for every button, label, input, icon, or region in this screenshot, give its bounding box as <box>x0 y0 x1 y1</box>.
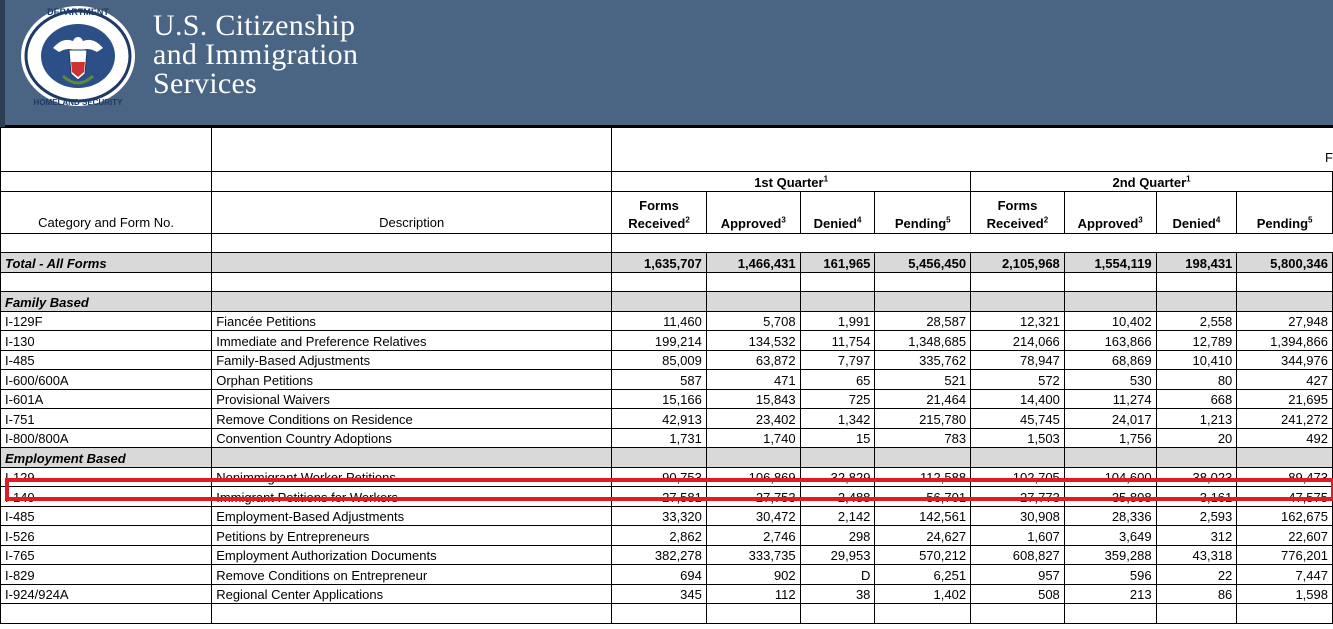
empty-cell <box>1 604 212 624</box>
empty-cell <box>971 448 1065 468</box>
value-cell: 63,872 <box>706 350 800 370</box>
banner-edge <box>0 0 5 127</box>
empty-cell <box>706 604 800 624</box>
value-cell: 28,336 <box>1064 506 1156 526</box>
agency-title-line: U.S. Citizenship <box>153 9 356 42</box>
value-cell: 6,251 <box>875 565 971 585</box>
value-cell: 335,762 <box>875 350 971 370</box>
value-cell: 214,066 <box>971 331 1065 351</box>
table-row <box>1 565 1333 585</box>
value-cell: 163,866 <box>1064 331 1156 351</box>
empty-cell <box>1237 272 1333 292</box>
form-number: I-829 <box>1 565 212 585</box>
empty-cell <box>875 292 971 312</box>
empty-cell <box>1 272 212 292</box>
empty-cell <box>706 448 800 468</box>
form-description: Employment-Based Adjustments <box>212 506 612 526</box>
table-row <box>1 331 1333 351</box>
form-number: I-800/800A <box>1 428 212 448</box>
value-cell: 85,009 <box>612 350 707 370</box>
value-cell: 10,410 <box>1156 350 1237 370</box>
value-cell: 492 <box>1237 428 1333 448</box>
table-row <box>1 389 1333 409</box>
value-cell: 45,745 <box>971 409 1065 429</box>
empty-cell <box>875 604 971 624</box>
value-cell: 15,843 <box>706 389 800 409</box>
form-number: I-924/924A <box>1 584 212 604</box>
form-number: I-485 <box>1 350 212 370</box>
value-cell: 2,593 <box>1156 506 1237 526</box>
total-value: 198,431 <box>1156 253 1237 273</box>
header-spacer <box>1 128 212 172</box>
value-cell: 725 <box>800 389 875 409</box>
value-cell: 1,731 <box>612 428 707 448</box>
total-value: 1,635,707 <box>612 253 707 273</box>
spacer-row <box>1 604 1333 624</box>
value-cell: 65 <box>800 370 875 390</box>
form-number: I-751 <box>1 409 212 429</box>
value-cell: 28,587 <box>875 311 971 331</box>
empty-cell <box>1064 448 1156 468</box>
empty-cell <box>800 448 875 468</box>
value-cell: 22,607 <box>1237 526 1333 546</box>
value-cell: 1,213 <box>1156 409 1237 429</box>
empty-cell <box>800 272 875 292</box>
total-value: 2,105,968 <box>971 253 1065 273</box>
svg-text:HOMELAND SECURITY: HOMELAND SECURITY <box>33 98 123 107</box>
value-cell: 530 <box>1064 370 1156 390</box>
empty-cell <box>1156 272 1237 292</box>
fiscal-year-header <box>612 128 1333 172</box>
table-row <box>1 467 1333 487</box>
empty-cell <box>612 292 707 312</box>
agency-title-line: and Immigration <box>153 38 359 71</box>
value-cell: 587 <box>612 370 707 390</box>
value-cell: 694 <box>612 565 707 585</box>
value-cell: 1,607 <box>971 526 1065 546</box>
value-cell: 27,753 <box>706 487 800 507</box>
value-cell: 112 <box>706 584 800 604</box>
empty-cell <box>800 292 875 312</box>
value-cell: 56,701 <box>875 487 971 507</box>
value-cell: 12,321 <box>971 311 1065 331</box>
value-cell: 215,780 <box>875 409 971 429</box>
value-cell: 78,947 <box>971 350 1065 370</box>
value-cell: 359,288 <box>1064 545 1156 565</box>
form-number: I-129F <box>1 311 212 331</box>
empty-cell <box>706 272 800 292</box>
value-cell: 24,017 <box>1064 409 1156 429</box>
empty-cell <box>875 448 971 468</box>
quarter1-header: 1st Quarter$^1$ <box>612 172 971 192</box>
form-description: Family-Based Adjustments <box>212 350 612 370</box>
empty-cell <box>1156 292 1237 312</box>
value-cell: 30,908 <box>971 506 1065 526</box>
value-cell: 89,473 <box>1237 467 1333 487</box>
empty-cell <box>971 292 1065 312</box>
value-cell: 508 <box>971 584 1065 604</box>
value-cell: 213 <box>1064 584 1156 604</box>
value-cell: 11,460 <box>612 311 707 331</box>
table-row <box>1 526 1333 546</box>
value-cell: 312 <box>1156 526 1237 546</box>
total-value: 161,965 <box>800 253 875 273</box>
value-cell: 38 <box>800 584 875 604</box>
value-cell: 241,272 <box>1237 409 1333 429</box>
q2-denied-header: Denied$^4$ <box>1156 191 1237 233</box>
value-cell: 29,953 <box>800 545 875 565</box>
value-cell: 668 <box>1156 389 1237 409</box>
value-cell: 86 <box>1156 584 1237 604</box>
value-cell: 68,869 <box>1064 350 1156 370</box>
value-cell: 27,581 <box>612 487 707 507</box>
total-row <box>1 253 1333 273</box>
value-cell: 572 <box>971 370 1065 390</box>
value-cell: 608,827 <box>971 545 1065 565</box>
form-description: Regional Center Applications <box>212 584 612 604</box>
value-cell: 106,869 <box>706 467 800 487</box>
spacer-row <box>1 272 1333 292</box>
total-value: 5,800,346 <box>1237 253 1333 273</box>
value-cell: 12,789 <box>1156 331 1237 351</box>
value-cell: 7,447 <box>1237 565 1333 585</box>
value-cell: 38,023 <box>1156 467 1237 487</box>
value-cell: 43,318 <box>1156 545 1237 565</box>
table-row <box>1 311 1333 331</box>
section-label: Employment Based <box>1 448 212 468</box>
empty-cell <box>1064 292 1156 312</box>
header-spacer <box>1 172 212 192</box>
section-header-row <box>1 292 1333 312</box>
form-number: I-140 <box>1 487 212 507</box>
empty-cell <box>971 604 1065 624</box>
form-description: Provisional Waivers <box>212 389 612 409</box>
agency-banner <box>0 0 1333 127</box>
empty-cell <box>1064 272 1156 292</box>
forms-data-table <box>0 127 1333 624</box>
empty-cell <box>212 448 612 468</box>
form-description: Remove Conditions on Entrepreneur <box>212 565 612 585</box>
value-cell: 15 <box>800 428 875 448</box>
value-cell: 2,862 <box>612 526 707 546</box>
value-cell: 1,740 <box>706 428 800 448</box>
value-cell: 298 <box>800 526 875 546</box>
form-description: Nonimmigrant Worker Petitions <box>212 467 612 487</box>
form-number: I-130 <box>1 331 212 351</box>
value-cell: 3,161 <box>1156 487 1237 507</box>
q1-forms-received-header: Forms Received$^2$ <box>612 191 707 233</box>
value-cell: 957 <box>971 565 1065 585</box>
q2-approved-header: Approved$^3$ <box>1064 191 1156 233</box>
value-cell: 5,708 <box>706 311 800 331</box>
empty-cell <box>612 448 707 468</box>
value-cell: 3,649 <box>1064 526 1156 546</box>
section-header-row <box>1 448 1333 468</box>
value-cell: 10,402 <box>1064 311 1156 331</box>
value-cell: 199,214 <box>612 331 707 351</box>
table-row <box>1 350 1333 370</box>
empty-cell <box>1237 292 1333 312</box>
form-number: I-600/600A <box>1 370 212 390</box>
value-cell: 80 <box>1156 370 1237 390</box>
value-cell: 21,464 <box>875 389 971 409</box>
empty-cell <box>1156 448 1237 468</box>
value-cell: 2,488 <box>800 487 875 507</box>
value-cell: 2,558 <box>1156 311 1237 331</box>
value-cell: 1,342 <box>800 409 875 429</box>
value-cell: 521 <box>875 370 971 390</box>
form-description: Orphan Petitions <box>212 370 612 390</box>
value-cell: 1,756 <box>1064 428 1156 448</box>
value-cell: 20 <box>1156 428 1237 448</box>
total-value: 1,554,119 <box>1064 253 1156 273</box>
empty-cell <box>971 272 1065 292</box>
total-value: 1,466,431 <box>706 253 800 273</box>
form-description: Fiancée Petitions <box>212 311 612 331</box>
form-description: Immigrant Petitions for Workers <box>212 487 612 507</box>
value-cell: 24,627 <box>875 526 971 546</box>
empty-cell <box>612 604 707 624</box>
q2-forms-received-header: Forms Received$^2$ <box>971 191 1065 233</box>
form-description: Convention Country Adoptions <box>212 428 612 448</box>
table-row <box>1 409 1333 429</box>
value-cell: 42,913 <box>612 409 707 429</box>
table-row <box>1 370 1333 390</box>
empty-cell <box>1064 604 1156 624</box>
data-sheet <box>0 127 1333 624</box>
value-cell: 2,746 <box>706 526 800 546</box>
empty-cell <box>212 604 612 624</box>
table-row <box>1 487 1333 507</box>
q2-pending-header: Pending$^5$ <box>1237 191 1333 233</box>
value-cell: 333,735 <box>706 545 800 565</box>
value-cell: 14,400 <box>971 389 1065 409</box>
value-cell: 162,675 <box>1237 506 1333 526</box>
value-cell: 1,402 <box>875 584 971 604</box>
value-cell: 102,705 <box>971 467 1065 487</box>
empty-cell <box>212 272 612 292</box>
value-cell: 2,142 <box>800 506 875 526</box>
value-cell: D <box>800 565 875 585</box>
value-cell: 596 <box>1064 565 1156 585</box>
section-label: Family Based <box>1 292 212 312</box>
q1-approved-header: Approved$^3$ <box>706 191 800 233</box>
value-cell: 30,472 <box>706 506 800 526</box>
quarter2-header: 2nd Quarter$^1$ <box>971 172 1333 192</box>
header-spacer <box>212 172 612 192</box>
value-cell: 1,394,866 <box>1237 331 1333 351</box>
value-cell: 142,561 <box>875 506 971 526</box>
value-cell: 47,575 <box>1237 487 1333 507</box>
form-number: I-601A <box>1 389 212 409</box>
value-cell: 27,773 <box>971 487 1065 507</box>
value-cell: 32,829 <box>800 467 875 487</box>
header-spacer <box>212 128 612 172</box>
value-cell: 471 <box>706 370 800 390</box>
total-value: 5,456,450 <box>875 253 971 273</box>
value-cell: 22 <box>1156 565 1237 585</box>
value-cell: 104,600 <box>1064 467 1156 487</box>
value-cell: 90,753 <box>612 467 707 487</box>
value-cell: 345 <box>612 584 707 604</box>
empty-cell <box>1237 604 1333 624</box>
description-column-header: Description <box>212 191 612 233</box>
q1-denied-header: Denied$^4$ <box>800 191 875 233</box>
value-cell: 902 <box>706 565 800 585</box>
empty-cell <box>1156 604 1237 624</box>
value-cell: 427 <box>1237 370 1333 390</box>
value-cell: 382,278 <box>612 545 707 565</box>
form-number: I-129 <box>1 467 212 487</box>
value-cell: 1,348,685 <box>875 331 971 351</box>
total-label: Total - All Forms <box>1 253 212 273</box>
value-cell: 1,503 <box>971 428 1065 448</box>
value-cell: 776,201 <box>1237 545 1333 565</box>
form-number: I-485 <box>1 506 212 526</box>
empty-cell <box>212 253 612 273</box>
fiscal-year-header-fragment: F <box>1325 150 1333 165</box>
form-description: Remove Conditions on Residence <box>212 409 612 429</box>
empty-cell <box>212 292 612 312</box>
category-column-header: Category and Form No. <box>1 191 212 233</box>
value-cell: 1,598 <box>1237 584 1333 604</box>
spacer-row <box>1 233 1333 253</box>
value-cell: 11,754 <box>800 331 875 351</box>
form-number: I-526 <box>1 526 212 546</box>
table-row <box>1 428 1333 448</box>
form-description: Petitions by Entrepreneurs <box>212 526 612 546</box>
value-cell: 15,166 <box>612 389 707 409</box>
dhs-seal-icon <box>19 4 137 108</box>
value-cell: 344,976 <box>1237 350 1333 370</box>
value-cell: 134,532 <box>706 331 800 351</box>
empty-cell <box>800 604 875 624</box>
value-cell: 33,320 <box>612 506 707 526</box>
agency-title <box>153 11 358 98</box>
value-cell: 7,797 <box>800 350 875 370</box>
empty-cell <box>875 272 971 292</box>
value-cell: 1,991 <box>800 311 875 331</box>
table-row <box>1 584 1333 604</box>
value-cell: 27,948 <box>1237 311 1333 331</box>
value-cell: 11,274 <box>1064 389 1156 409</box>
value-cell: 35,808 <box>1064 487 1156 507</box>
empty-cell <box>706 292 800 312</box>
table-row <box>1 506 1333 526</box>
form-description: Immediate and Preference Relatives <box>212 331 612 351</box>
form-description: Employment Authorization Documents <box>212 545 612 565</box>
svg-text:DEPARTMENT: DEPARTMENT <box>47 7 109 17</box>
empty-cell <box>1237 448 1333 468</box>
q1-pending-header: Pending$^5$ <box>875 191 971 233</box>
value-cell: 21,695 <box>1237 389 1333 409</box>
form-number: I-765 <box>1 545 212 565</box>
table-row <box>1 545 1333 565</box>
value-cell: 112,588 <box>875 467 971 487</box>
value-cell: 783 <box>875 428 971 448</box>
empty-cell <box>612 272 707 292</box>
agency-title-line: Services <box>153 67 258 100</box>
value-cell: 570,212 <box>875 545 971 565</box>
value-cell: 23,402 <box>706 409 800 429</box>
